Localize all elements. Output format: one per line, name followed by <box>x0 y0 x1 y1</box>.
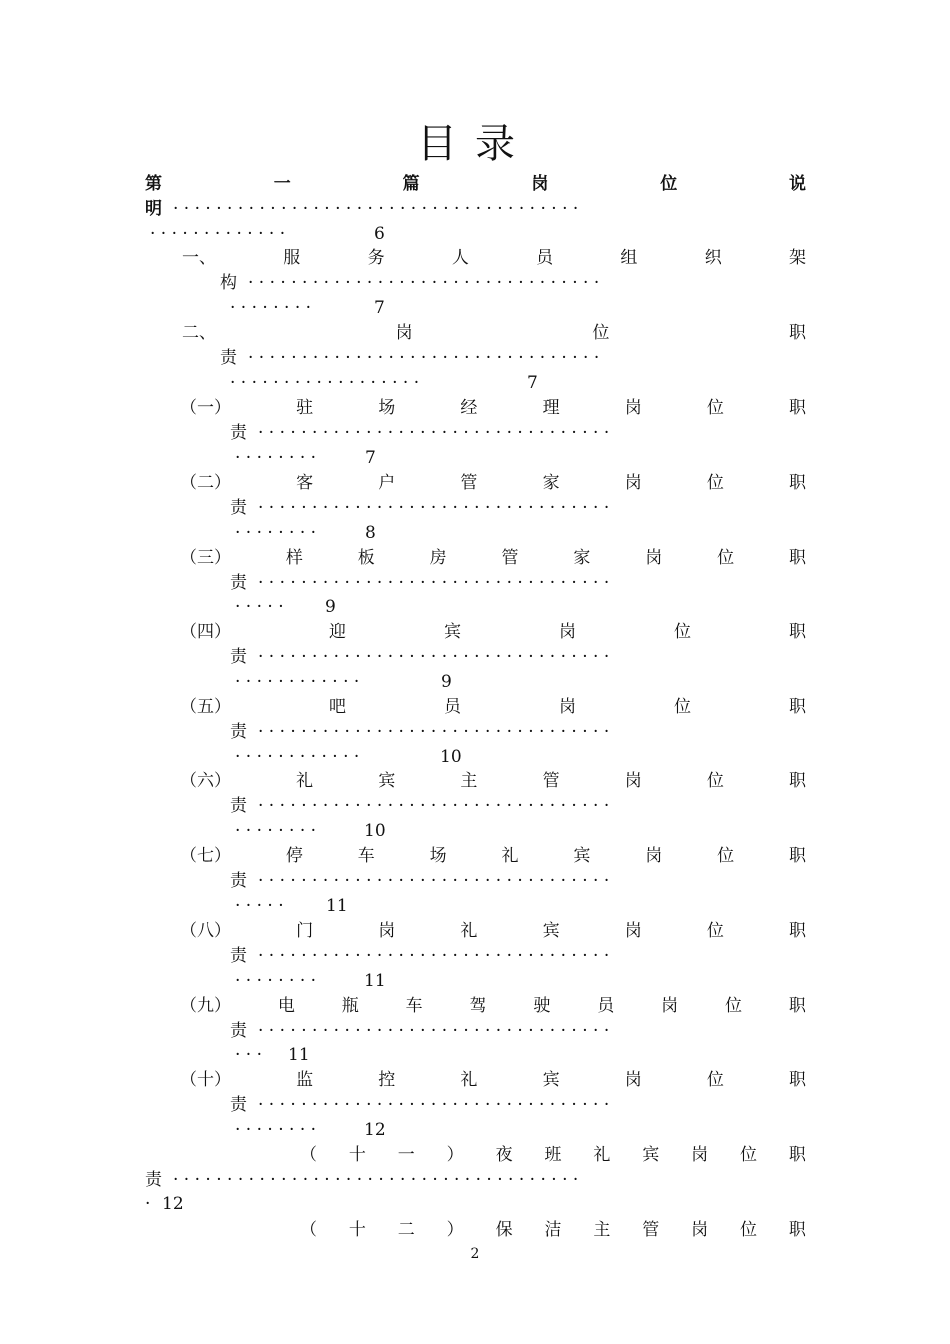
toc-heading-char: 礼 <box>460 921 478 941</box>
toc-entry-continuation: 责 <box>230 722 247 742</box>
toc-page-number: 7 <box>365 448 376 468</box>
toc-entry-heading[interactable] <box>180 619 806 645</box>
toc-entry-continuation: 责 <box>220 348 237 368</box>
toc-heading-char: 岗 <box>645 548 663 568</box>
toc-leader-dots: · · · · · · · · <box>235 448 317 468</box>
toc-heading-char: 岗 <box>559 697 576 717</box>
toc-entry-heading[interactable] <box>180 993 806 1019</box>
page-number: 2 <box>470 1246 480 1262</box>
toc-heading-char: 主 <box>460 771 478 791</box>
toc-leader-dots: · · · · · <box>235 597 284 617</box>
toc-heading-char: 岗 <box>645 846 663 866</box>
toc-heading-char: 职 <box>788 323 806 343</box>
toc-heading-char: 岗 <box>624 473 642 493</box>
toc-entry-continuation: 责 <box>230 796 247 816</box>
toc-heading-char: 职 <box>788 771 806 791</box>
toc-heading-char: 吧 <box>329 697 346 717</box>
toc-heading-char: 岗 <box>378 921 396 941</box>
toc-page-number: 12 <box>162 1194 184 1214</box>
toc-heading-char: 岗 <box>624 398 642 418</box>
toc-heading-char: 宾 <box>542 1070 560 1090</box>
toc-leader-dots: · · · · · · · · · · · · · · · · · · · · · · · · · · · · · · · · · <box>258 722 610 742</box>
toc-heading-char: （八） <box>180 921 231 941</box>
toc-heading-char: 主 <box>593 1220 611 1240</box>
toc-heading-char: 职 <box>789 846 806 866</box>
toc-heading-char: 十 <box>348 1145 366 1165</box>
toc-heading-char: 场 <box>378 398 396 418</box>
toc-heading-char: 职 <box>788 473 806 493</box>
toc-heading-char: 位 <box>706 473 724 493</box>
toc-heading-char: 二、 <box>182 323 216 343</box>
toc-entry-heading[interactable] <box>180 395 806 421</box>
toc-heading-char: 组 <box>620 248 638 268</box>
toc-heading-char: 门 <box>296 921 314 941</box>
toc-entry-continuation: 责 <box>230 1021 247 1041</box>
toc-heading-char: 一、 <box>182 248 216 268</box>
toc-heading-char: 一 <box>397 1145 415 1165</box>
toc-entry-heading[interactable] <box>180 545 806 571</box>
toc-heading-char: 务 <box>367 248 385 268</box>
toc-leader-dots: · · · <box>235 1045 263 1065</box>
toc-heading-char: 位 <box>740 1145 758 1165</box>
toc-entry-heading[interactable] <box>180 768 806 794</box>
toc-heading-char: 岗 <box>661 996 679 1016</box>
toc-heading-char: 监 <box>296 1070 314 1090</box>
toc-heading-char: （ <box>300 1145 317 1165</box>
toc-entry-heading[interactable] <box>145 171 806 197</box>
toc-heading-char: 瓶 <box>341 996 359 1016</box>
toc-heading-char: 位 <box>706 1070 724 1090</box>
toc-leader-dots: · · · · · · · · <box>235 523 317 543</box>
toc-page-number: 9 <box>325 597 336 617</box>
toc-heading-char: 员 <box>597 996 615 1016</box>
toc-heading-char: 岗 <box>624 1070 642 1090</box>
toc-heading-char: 房 <box>429 548 447 568</box>
toc-entry-continuation: 责 <box>230 573 247 593</box>
toc-leader-dots: · · · · · · · · · · · · · <box>150 224 286 244</box>
toc-page-number: 7 <box>374 298 385 318</box>
toc-entry-continuation: 明 <box>145 199 162 219</box>
toc-heading-char: 宾 <box>378 771 396 791</box>
toc-leader-dots: · · · · · <box>235 896 284 916</box>
toc-heading-char: 管 <box>501 548 519 568</box>
toc-page-number: 7 <box>527 373 538 393</box>
toc-heading-char: 位 <box>717 846 735 866</box>
toc-entry-heading[interactable] <box>182 245 806 271</box>
toc-heading-char: 员 <box>444 697 461 717</box>
toc-entry-heading[interactable] <box>180 694 806 720</box>
toc-entry-heading[interactable] <box>180 470 806 496</box>
toc-heading-char: 宾 <box>444 622 461 642</box>
toc-heading-char: 客 <box>296 473 314 493</box>
toc-heading-char: 位 <box>674 697 691 717</box>
toc-heading-char: 服 <box>283 248 301 268</box>
toc-entry-continuation: 责 <box>230 946 247 966</box>
toc-heading-char: （九） <box>180 996 231 1016</box>
toc-heading-char: 岗 <box>531 174 549 194</box>
toc-heading-char: 位 <box>660 174 678 194</box>
toc-entry-continuation: 责 <box>230 423 247 443</box>
toc-leader-dots: · · · · · · · · <box>230 298 312 318</box>
toc-page-number: 6 <box>374 224 385 244</box>
toc-leader-dots: · · · · · · · · · · · · · · · · · · · · · · · · · · · · · · · · · · · · · · <box>173 1170 579 1190</box>
toc-heading-char: 职 <box>788 921 806 941</box>
toc-heading-char: 岗 <box>691 1145 709 1165</box>
toc-page-number: 12 <box>364 1120 386 1140</box>
toc-heading-char: 位 <box>740 1220 758 1240</box>
toc-heading-char: （三） <box>180 548 231 568</box>
toc-entry-heading[interactable] <box>182 320 806 346</box>
toc-leader-dots: · <box>145 1194 151 1214</box>
toc-heading-char: 一 <box>273 174 291 194</box>
toc-heading-char: 礼 <box>593 1145 611 1165</box>
toc-leader-dots: · · · · · · · · · · · · · · · · · · · · · · · · · · · · · · · · · <box>258 647 610 667</box>
toc-page-number: 11 <box>288 1045 310 1065</box>
toc-leader-dots: · · · · · · · · · · · · · · · · · · · · · · · · · · · · · · · · · <box>248 273 600 293</box>
toc-heading-char: 岗 <box>624 921 642 941</box>
toc-heading-char: 礼 <box>460 1070 478 1090</box>
toc-heading-char: 电 <box>277 996 295 1016</box>
toc-leader-dots: · · · · · · · · · · · · · · · · · · · · · · · · · · · · · · · · · <box>248 348 600 368</box>
toc-entry-heading[interactable] <box>180 918 806 944</box>
toc-heading-char: 班 <box>544 1145 562 1165</box>
toc-heading-char: 职 <box>788 398 806 418</box>
toc-leader-dots: · · · · · · · · <box>235 1120 317 1140</box>
toc-entry-continuation: 构 <box>220 273 237 293</box>
toc-heading-char: 位 <box>725 996 742 1016</box>
toc-heading-char: 管 <box>542 771 560 791</box>
toc-leader-dots: · · · · · · · · · · · · · · · · · · · · · · · · · · · · · · · · · <box>258 1095 610 1115</box>
toc-heading-char: 职 <box>789 622 806 642</box>
toc-heading-char: 职 <box>789 697 806 717</box>
toc-leader-dots: · · · · · · · · · · · · · · · · · · · · · · · · · · · · · · · · · <box>258 871 610 891</box>
toc-entry-heading[interactable] <box>180 1067 806 1093</box>
toc-heading-char: 位 <box>706 771 724 791</box>
toc-leader-dots: · · · · · · · · · · · · · · · · · · · · · · · · · · · · · · · · · <box>258 796 610 816</box>
toc-heading-char: 停 <box>285 846 303 866</box>
toc-leader-dots: · · · · · · · · <box>235 971 317 991</box>
toc-heading-char: （一） <box>180 398 231 418</box>
toc-heading-char: 位 <box>674 622 691 642</box>
toc-page-number: 11 <box>326 896 348 916</box>
toc-heading-char: 员 <box>536 248 554 268</box>
toc-heading-char: 宾 <box>642 1145 660 1165</box>
toc-heading-char: 驶 <box>533 996 551 1016</box>
toc-entry-continuation: 责 <box>230 871 247 891</box>
toc-leader-dots: · · · · · · · · · · · · · · · · · · · · · · · · · · · · · · · · · <box>258 946 610 966</box>
toc-heading-char: 二 <box>397 1220 415 1240</box>
toc-heading-char: 架 <box>788 248 806 268</box>
toc-entry-continuation: 责 <box>230 1095 247 1115</box>
toc-entry-heading[interactable] <box>180 843 806 869</box>
toc-entry-continuation: 责 <box>230 498 247 518</box>
toc-heading-char: 驾 <box>469 996 487 1016</box>
toc-page-number: 11 <box>364 971 386 991</box>
toc-heading-char: 职 <box>788 996 806 1016</box>
toc-page-number: 10 <box>440 747 462 767</box>
toc-heading-char: 宾 <box>573 846 591 866</box>
toc-entry-continuation: 责 <box>145 1170 162 1190</box>
toc-heading-char: 岗 <box>691 1220 709 1240</box>
toc-page-number: 8 <box>365 523 376 543</box>
toc-leader-dots: · · · · · · · · · · · · · · · · · · · · · · · · · · · · · · · · · <box>258 498 610 518</box>
toc-heading-char: 职 <box>788 1145 806 1165</box>
toc-entry-heading[interactable] <box>300 1142 806 1168</box>
toc-leader-dots: · · · · · · · · · · · · · · · · · · <box>230 373 420 393</box>
toc-heading-char: 岗 <box>395 323 413 343</box>
toc-leader-dots: · · · · · · · · · · · · · · · · · · · · · · · · · · · · · · · · · · · · · · <box>173 199 579 219</box>
toc-heading-char: 人 <box>451 248 469 268</box>
toc-heading-char: 第 <box>145 174 162 194</box>
toc-entry-heading[interactable] <box>300 1217 806 1243</box>
toc-heading-char: （十） <box>180 1070 231 1090</box>
toc-heading-char: 岗 <box>624 771 642 791</box>
toc-heading-char: 家 <box>542 473 560 493</box>
toc-heading-char: （七） <box>180 846 231 866</box>
toc-heading-char: ） <box>446 1220 464 1240</box>
toc-heading-char: 织 <box>704 248 722 268</box>
toc-leader-dots: · · · · · · · · · · · · · · · · · · · · · · · · · · · · · · · · · <box>258 1021 610 1041</box>
toc-heading-char: （六） <box>180 771 231 791</box>
toc-heading-char: 洁 <box>544 1220 562 1240</box>
toc-leader-dots: · · · · · · · · · · · · <box>235 672 360 692</box>
toc-heading-char: 板 <box>357 548 375 568</box>
toc-heading-char: 控 <box>378 1070 396 1090</box>
toc-heading-char: （五） <box>180 697 231 717</box>
toc-heading-char: 位 <box>592 323 610 343</box>
toc-page-number: 10 <box>364 821 386 841</box>
toc-heading-char: 迎 <box>329 622 346 642</box>
toc-heading-char: （ <box>300 1220 317 1240</box>
toc-leader-dots: · · · · · · · · <box>235 821 317 841</box>
toc-heading-char: 说 <box>788 174 806 194</box>
toc-heading-char: 经 <box>460 398 478 418</box>
toc-heading-char: ） <box>446 1145 464 1165</box>
toc-heading-char: 管 <box>460 473 478 493</box>
toc-heading-char: 礼 <box>296 771 314 791</box>
toc-page-number: 9 <box>441 672 452 692</box>
toc-heading-char: 保 <box>495 1220 513 1240</box>
toc-heading-char: 篇 <box>402 174 420 194</box>
toc-heading-char: 岗 <box>559 622 576 642</box>
toc-heading-char: 十 <box>348 1220 366 1240</box>
toc-heading-char: 理 <box>542 398 560 418</box>
toc-heading-char: 职 <box>788 1220 806 1240</box>
toc-heading-char: 宾 <box>542 921 560 941</box>
toc-heading-char: 场 <box>429 846 447 866</box>
toc-heading-char: 职 <box>789 548 806 568</box>
toc-leader-dots: · · · · · · · · · · · · · · · · · · · · · · · · · · · · · · · · · <box>258 423 610 443</box>
toc-heading-char: 家 <box>573 548 591 568</box>
toc-heading-char: （二） <box>180 473 231 493</box>
toc-heading-char: 职 <box>788 1070 806 1090</box>
toc-leader-dots: · · · · · · · · · · · · <box>235 747 360 767</box>
toc-heading-char: 夜 <box>495 1145 513 1165</box>
toc-heading-char: 户 <box>378 473 396 493</box>
toc-heading-char: 管 <box>642 1220 660 1240</box>
toc-heading-char: 样 <box>285 548 303 568</box>
toc-heading-char: 车 <box>405 996 423 1016</box>
toc-heading-char: 驻 <box>296 398 314 418</box>
toc-heading-char: 位 <box>717 548 735 568</box>
toc-leader-dots: · · · · · · · · · · · · · · · · · · · · · · · · · · · · · · · · · <box>258 573 610 593</box>
toc-entry-continuation: 责 <box>230 647 247 667</box>
toc-heading-char: 车 <box>357 846 375 866</box>
toc-heading-char: 位 <box>706 921 724 941</box>
toc-heading-char: 礼 <box>501 846 519 866</box>
toc-heading-char: （四） <box>180 622 231 642</box>
toc-heading-char: 位 <box>706 398 724 418</box>
toc-title: 目录 <box>417 121 533 167</box>
